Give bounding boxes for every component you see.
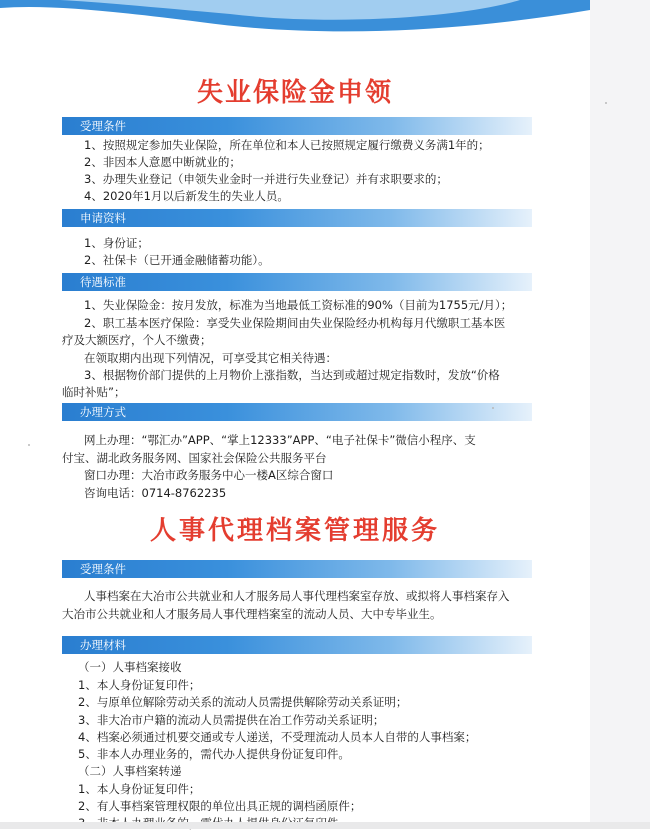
section-header-label: 办理材料 xyxy=(80,638,126,652)
section-header-conditions xyxy=(62,560,532,578)
scan-speck xyxy=(605,102,607,104)
benefit-item: 2、职工基本医疗保险：享受失业保险期间由失业保险经办机构每月代缴职工基本医 xyxy=(84,316,506,330)
section-header-label: 申请资料 xyxy=(80,211,126,225)
section-header-label: 受理条件 xyxy=(80,562,126,576)
scan-speck xyxy=(492,407,494,409)
section-header-label: 办理方式 xyxy=(80,405,126,419)
method-item: 窗口办理：大冶市政务服务中心一楼A区综合窗口 xyxy=(84,468,334,482)
method-item: 网上办理：“鄂汇办”APP、“掌上12333”APP、“电子社保卡”微信小程序、支 xyxy=(84,433,476,447)
condition-item: 2、非因本人意愿中断就业的； xyxy=(84,155,241,169)
section-header-label: 待遇标准 xyxy=(80,275,126,289)
section-header-benefits xyxy=(62,273,532,291)
section-header-conditions xyxy=(62,117,532,135)
condition-item: 4、2020年1月以后新发生的失业人员。 xyxy=(84,189,289,203)
benefit-item: 临时补贴”； xyxy=(62,385,126,399)
material-item: 4、档案必须通过机要交通或专人递送，不受理流动人员本人自带的人事档案； xyxy=(78,730,477,744)
material-item: 2、社保卡（已开通金融储蓄功能）。 xyxy=(84,253,270,267)
page-margin-strip xyxy=(590,0,650,829)
condition-item: 1、按照规定参加失业保险，所在单位和本人已按照规定履行缴费义务满1年的； xyxy=(84,138,490,152)
material-item: 1、身份证； xyxy=(84,236,149,250)
benefit-item: 在领取期内出现下列情况，可享受其它相关待遇： xyxy=(84,351,337,365)
material-item: 2、有人事档案管理权限的单位出具正规的调档函原件； xyxy=(78,799,362,813)
material-item: （一）人事档案接收 xyxy=(78,660,182,674)
benefit-item: 3、根据物价部门提供的上月物价上涨指数，当达到或超过规定指数时，发放“价格 xyxy=(84,368,500,382)
benefit-item: 1、失业保险金：按月发放，标准为当地最低工资标准的90%（目前为1755元/月）； xyxy=(84,298,513,312)
section-header-label: 受理条件 xyxy=(80,119,126,133)
material-item: （二）人事档案转递 xyxy=(78,764,182,778)
scan-speck xyxy=(28,444,30,446)
benefit-item: 疗及大额医疗，个人不缴费； xyxy=(62,333,212,347)
material-item: 3、非大冶市户籍的流动人员需提供在冶工作劳动关系证明； xyxy=(78,713,385,727)
section-title-unemployment: 失业保险金申领 xyxy=(196,78,393,108)
condition-item: 人事档案在大冶市公共就业和人才服务局人事代理档案室存放、或拟将人事档案存入 xyxy=(84,589,510,603)
method-item: 咨询电话：0714-8762235 xyxy=(84,486,227,500)
top-wave-decoration xyxy=(0,0,590,60)
material-item: 1、本人身份证复印件； xyxy=(78,678,201,692)
condition-item: 3、办理失业登记（申领失业金时一并进行失业登记）并有求职要求的； xyxy=(84,172,448,186)
material-item: 1、本人身份证复印件； xyxy=(78,782,201,796)
page-bottom-edge xyxy=(0,822,650,829)
material-item: 5、非本人办理业务的，需代办人提供身份证复印件。 xyxy=(78,747,350,761)
section-header-materials xyxy=(62,209,532,227)
material-item: 2、与原单位解除劳动关系的流动人员需提供解除劳动关系证明； xyxy=(78,695,408,709)
condition-item: 大冶市公共就业和人才服务局人事代理档案室的流动人员、大中专毕业生。 xyxy=(62,607,442,621)
section-title-personnel-archives: 人事代理档案管理服务 xyxy=(149,516,440,546)
method-item: 付宝、湖北政务服务网、国家社会保险公共服务平台 xyxy=(62,451,327,465)
section-header-methods xyxy=(62,403,532,421)
section-header-materials xyxy=(62,636,532,654)
